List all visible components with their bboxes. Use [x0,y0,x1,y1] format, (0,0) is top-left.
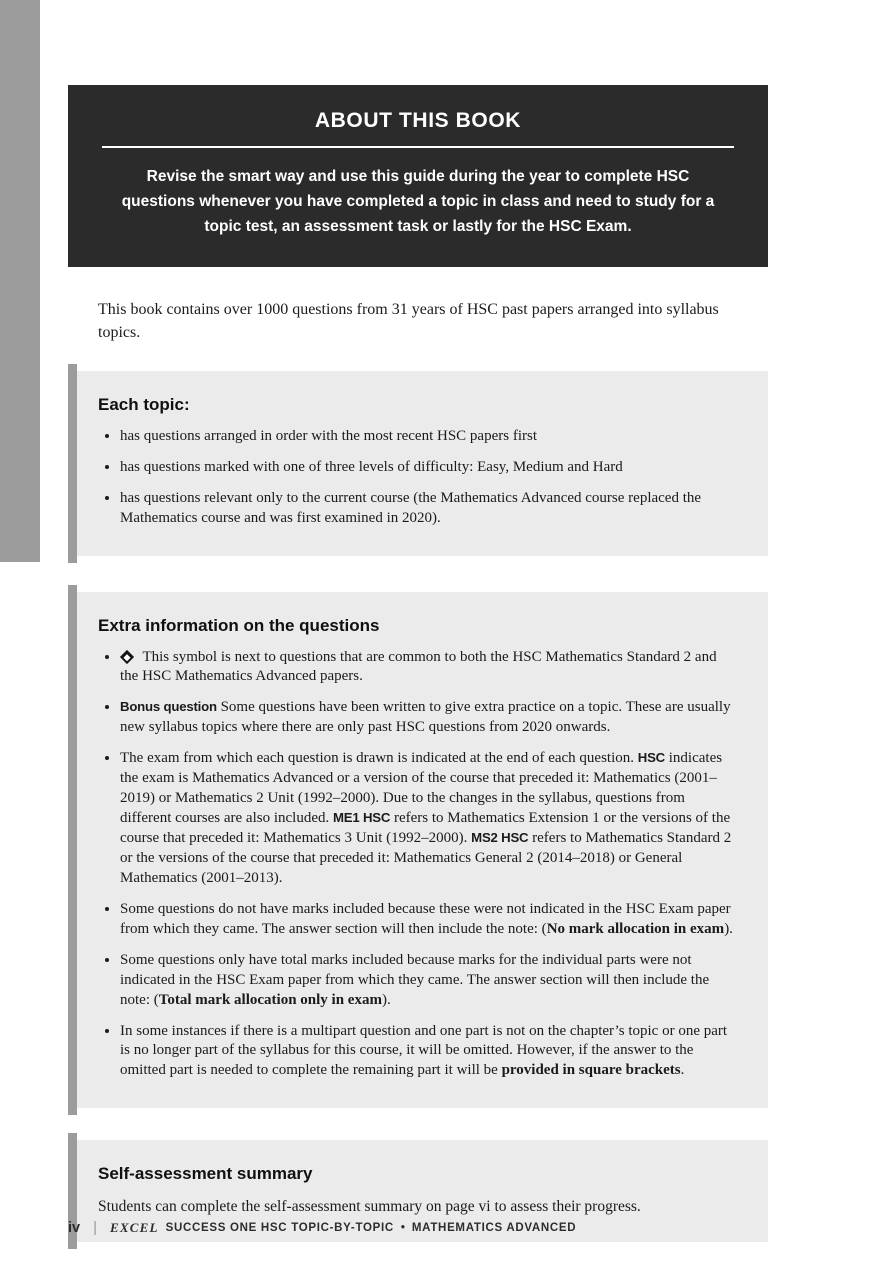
bullet-text-emphasis: HSC [637,750,665,766]
common-question-icon [120,649,134,663]
footer-page-number: iv [68,1219,81,1236]
bullet-text: This symbol is next to questions that are common to both the HSC Mathematics Standard 2 and the HSC Mathematics Advanced papers. [120,648,717,685]
bullet-text: ). [381,991,391,1008]
bullet-list [98,648,738,1082]
bullet-item [120,951,738,1011]
page-title: ABOUT THIS BOOK [314,109,522,132]
bullet-text: . [680,1062,685,1079]
bullet-text: indicates the exam is Mathematics Advanced or a version of the course that preceded it: Mathematics (2001–2019) or Mathematics 2 Unit (1992–2000). Due to the changes in the syllabus, questions from different courses are also included. [120,750,723,827]
bullet-item [120,698,738,738]
footer-subject-title: MATHEMATICS ADVANCED [411,1221,577,1234]
section-heading: Extra information on the questions [98,615,380,635]
bullet-text-emphasis: No mark allocation in exam [546,920,725,937]
bullet-text: Some questions only have total marks included because marks for the individual parts were not indicated in the HSC Exam paper from which they came. The answer section will then include the note: ( [120,951,710,1008]
bullet-item [120,427,738,447]
bullet-item [120,648,738,688]
bullet-text: The exam from which each question is drawn is indicated at the end of each question. [120,750,638,767]
page-footer [68,1219,576,1236]
section-extra-information [68,592,768,1109]
bullet-text: has questions marked with one of three levels of difficulty: Easy, Medium and Hard [120,458,623,475]
bullet-text-emphasis: Total mark allocation only in exam [158,991,382,1008]
intro-paragraph: Revise the smart way and use this guide during the year to complete HSC questions whenever you have completed a topic in class and need to study for a topic test, an assessment task or lastly for the HSC Exam. [121,168,715,236]
section-each-topic [68,371,768,556]
bullet-text: has questions arranged in order with the most recent HSC papers first [120,427,537,444]
bullet-list [98,427,738,529]
diamond-inner-mark [123,653,130,660]
bullet-text: Some questions do not have marks included because these were not indicated in the HSC Exam paper from which they came. The answer section will then include the note: ( [120,900,731,937]
footer-bullet-separator: • [400,1221,405,1234]
section-accent-bar [68,585,77,1116]
section-heading: Each topic: [98,394,190,414]
bullet-item [120,749,738,889]
bullet-item [120,1022,738,1082]
bullet-text: refers to Mathematics Extension 1 or the versions of the course that preceded it: Mathematics 3 Unit (1992–2000). [120,810,731,847]
bullet-item [120,900,738,940]
footer-divider: | [93,1219,97,1236]
bullet-text-emphasis: ME1 HSC [332,810,391,826]
bullet-text-emphasis: MS2 HSC [471,830,529,846]
footer-series-title: SUCCESS ONE HSC TOPIC-BY-TOPIC [165,1221,394,1234]
page-edge-strip [0,0,40,562]
bullet-text-emphasis: provided in square brackets [501,1062,681,1079]
bullet-item [120,489,738,529]
footer-brand-excel: EXCEL [110,1219,159,1235]
bullet-item [120,458,738,478]
page-content [68,0,768,1242]
lead-paragraph: This book contains over 1000 questions from 31 years of HSC past papers arranged into syllabus topics. [98,301,719,342]
section-heading: Self-assessment summary [98,1164,313,1184]
bullet-text: refers to Mathematics Standard 2 or the versions of the course that preceded it: Mathematics General 2 (2014–2018) or General Mathematics (2001–2013). [120,830,732,886]
section-accent-bar [68,364,77,563]
bullet-text: In some instances if there is a multipart question and one part is not on the chapter’s topic or one part is no longer part of the syllabus for this course, it will be omitted. However, if the answer to the omitted part is needed to complete the remaining part it will be [120,1022,728,1079]
bullet-text: has questions relevant only to the current course (the Mathematics Advanced course replaced the Mathematics course and was first examined in 2020). [120,489,702,526]
bullet-text-emphasis: Bonus question [120,699,217,715]
bullet-text: Some questions have been written to give extra practice on a topic. These are usually new syllabus topics where there are only past HSC questions from 2020 onwards. [120,699,731,736]
about-this-book-box [68,85,768,267]
section-body: Students can complete the self-assessment summary on page vi to assess their progress. [98,1198,641,1216]
title-underline-rule [102,146,734,148]
bullet-text: ). [724,920,733,937]
